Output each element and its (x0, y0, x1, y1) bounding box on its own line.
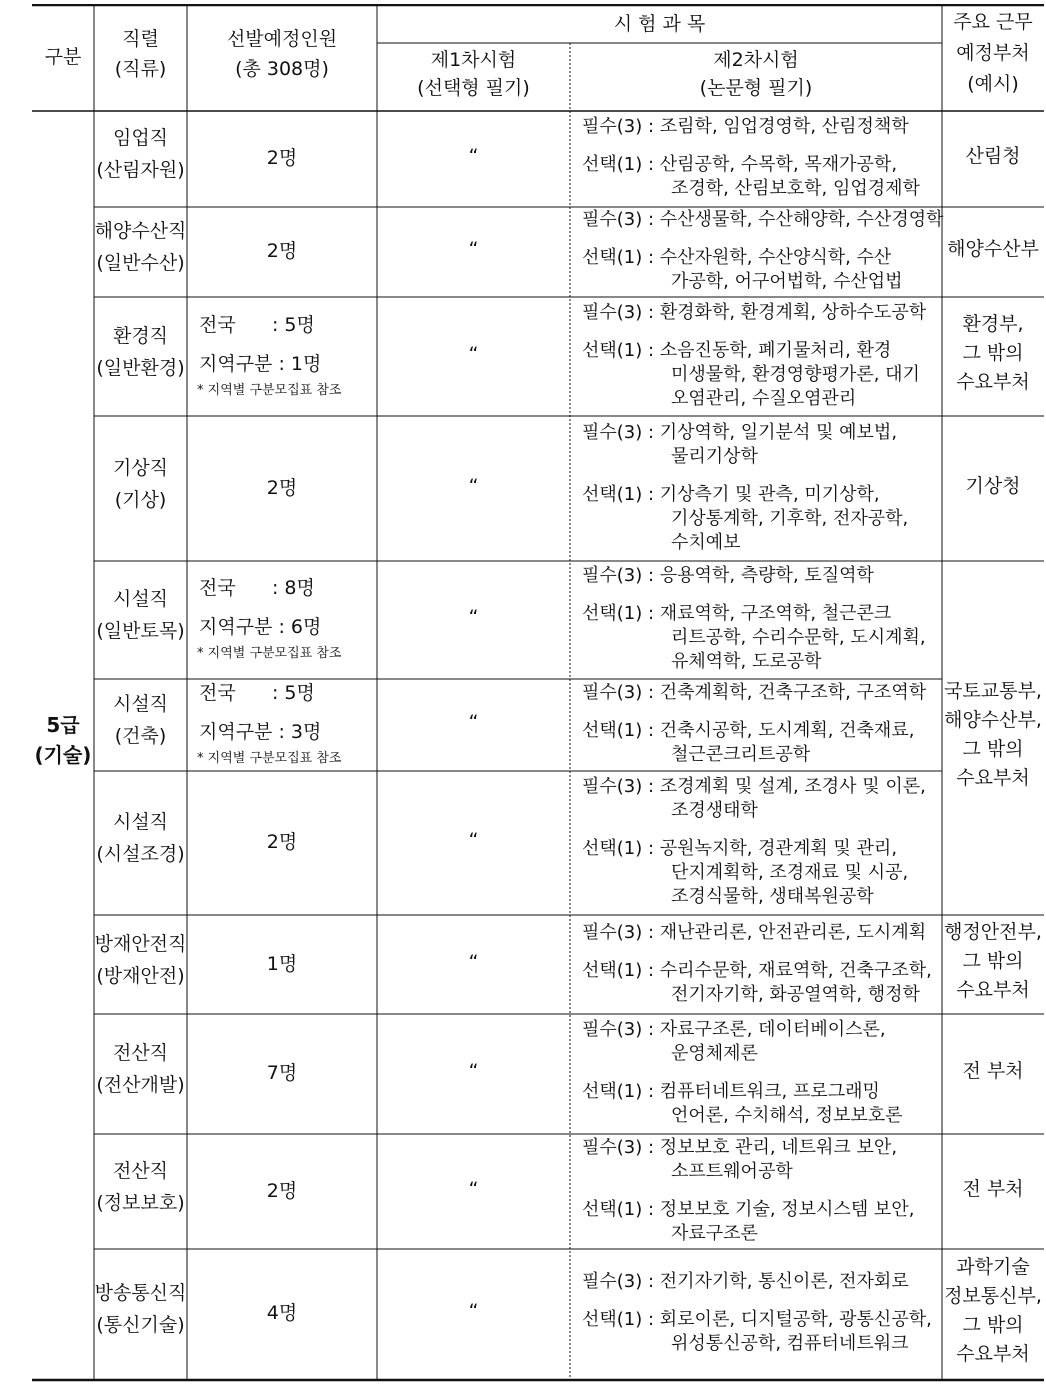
job-name: 기상직 (112, 456, 169, 479)
dept-name: 수요부처 (956, 1342, 1030, 1365)
selection-count: 1명 (266, 952, 298, 975)
header-inwon: 선발예정인원 (226, 27, 338, 50)
job-name: (일반수산) (96, 252, 185, 274)
dept-name: 기상청 (965, 474, 1021, 497)
elective-subjects: 유체역학, 도로공학 (671, 651, 822, 672)
elective-subjects: 선택(1) : 공원녹지학, 경관계획 및 관리, (582, 838, 898, 859)
ditto-mark: “ (468, 711, 479, 733)
ditto-mark: “ (468, 829, 479, 851)
job-name: 해양수산직 (94, 220, 187, 242)
required-subjects: 필수(3) : 환경화학, 환경계획, 상하수도공학 (582, 301, 927, 323)
selection-count: 2명 (266, 476, 298, 499)
selection-count: 4명 (266, 1301, 298, 1324)
required-subjects: 운영체제론 (671, 1043, 758, 1064)
required-subjects: 조경생태학 (671, 800, 758, 821)
elective-subjects: 선택(1) : 컴퓨터네트워크, 프로그래밍 (582, 1081, 880, 1102)
region-note: * 지역별 구분모집표 참조 (197, 646, 342, 661)
dept-name: 수요부처 (956, 767, 1030, 789)
elective-subjects: 선택(1) : 정보보호 기술, 정보시스템 보안, (582, 1198, 915, 1220)
dept-name: 환경부, (962, 313, 1024, 335)
elective-subjects: 언어론, 수치해석, 정보보호론 (671, 1105, 903, 1126)
job-name: (산림자원) (96, 159, 185, 181)
dept-name: 그 밖의 (962, 342, 1024, 364)
header-gubun: 구분 (44, 45, 82, 68)
regional-count: 지역구분 : 3명 (199, 721, 322, 743)
dept-name: 해양수산부 (947, 238, 1039, 260)
selection-count: 2명 (266, 1179, 298, 1202)
job-name: (일반환경) (96, 356, 185, 379)
required-subjects: 필수(3) : 응용역학, 측량학, 토질역학 (582, 565, 874, 586)
elective-subjects: 위성통신공학, 컴퓨터네트워크 (671, 1332, 909, 1354)
ditto-mark: “ (468, 1299, 479, 1322)
dept-name: 전 부처 (962, 1177, 1024, 1200)
regional-count: 지역구분 : 1명 (199, 352, 322, 375)
header-dept: 예정부처 (956, 42, 1030, 64)
job-name: (건축) (114, 725, 167, 747)
header-subjects: 시 험 과 목 (613, 12, 706, 35)
dept-name: 과학기술 (956, 1255, 1030, 1278)
elective-subjects: 선택(1) : 기상측기 및 관측, 미기상학, (582, 483, 880, 505)
job-name: 시설직 (112, 811, 169, 833)
elective-subjects: 선택(1) : 소음진동학, 폐기물처리, 환경 (582, 339, 892, 361)
selection-count: 2명 (266, 240, 298, 262)
dept-name: 그 밖의 (962, 950, 1024, 972)
header-first-exam: (선택형 필기) (417, 77, 530, 99)
dept-name: 전 부처 (962, 1060, 1024, 1082)
job-name: (시설조경) (96, 843, 185, 865)
exam-subject-table (32, 4, 1044, 1382)
job-name: (일반토목) (96, 620, 185, 642)
elective-subjects: 오염관리, 수질오염관리 (671, 387, 857, 409)
job-name: (전산개발) (96, 1074, 185, 1096)
ditto-mark: “ (468, 950, 479, 973)
required-subjects: 필수(3) : 재난관리론, 안전관리론, 도시계획 (582, 921, 927, 943)
region-note: * 지역별 구분모집표 참조 (197, 751, 342, 766)
header-second-exam: 제2차시험 (713, 49, 799, 71)
elective-subjects: 리트공학, 수리수문학, 도시계획, (671, 627, 926, 648)
header-second-exam: (논문형 필기) (699, 77, 813, 99)
elective-subjects: 선택(1) : 회로이론, 디지털공학, 광통신공학, (582, 1308, 932, 1330)
required-subjects: 필수(3) : 건축계획학, 건축구조학, 구조역학 (582, 682, 927, 703)
ditto-mark: “ (468, 474, 479, 497)
national-count: 전국 : 8명 (199, 577, 315, 599)
region-note: * 지역별 구분모집표 참조 (197, 382, 342, 398)
elective-subjects: 철근콘크리트공학 (671, 744, 811, 765)
ditto-mark: “ (468, 606, 479, 628)
elective-subjects: 전기자기학, 화공열역학, 행정학 (671, 983, 920, 1005)
dept-name: 산림청 (965, 145, 1021, 167)
elective-subjects: 미생물학, 환경영향평가론, 대기 (671, 363, 920, 385)
elective-subjects: 기상통계학, 기후학, 전자공학, (671, 507, 909, 529)
job-name: (기상) (114, 488, 167, 511)
required-subjects: 물리기상학 (671, 445, 758, 467)
national-count: 전국 : 5명 (199, 682, 315, 704)
elective-subjects: 선택(1) : 건축시공학, 도시계획, 건축재료, (582, 720, 915, 741)
header-jikryeol: (직류) (114, 57, 167, 80)
dept-name: 행정안전부, (944, 921, 1042, 943)
elective-subjects: 조경학, 산림보호학, 임업경제학 (671, 178, 920, 199)
ditto-mark: “ (468, 1060, 479, 1082)
ditto-mark: “ (468, 145, 479, 167)
header-first-exam: 제1차시험 (430, 49, 517, 71)
job-name: (방재안전) (96, 964, 185, 987)
required-subjects: 필수(3) : 자료구조론, 데이터베이스론, (582, 1019, 886, 1040)
job-name: 시설직 (112, 588, 169, 610)
job-name: 시설직 (112, 693, 169, 715)
selection-count: 7명 (266, 1062, 298, 1084)
elective-subjects: 단지계획학, 조경재료 및 시공, (671, 862, 909, 883)
ditto-mark: “ (468, 1177, 479, 1200)
dept-name: 그 밖의 (962, 1313, 1024, 1336)
ditto-mark: “ (468, 342, 479, 365)
required-subjects: 필수(3) : 조경계획 및 설계, 조경사 및 이론, (582, 776, 926, 797)
required-subjects: 필수(3) : 기상역학, 일기분석 및 예보법, (582, 421, 898, 443)
dept-name: 해양수산부, (944, 709, 1042, 731)
elective-subjects: 자료구조론 (671, 1222, 758, 1244)
required-subjects: 필수(3) : 정보보호 관리, 네트워크 보안, (582, 1136, 898, 1158)
required-subjects: 필수(3) : 조림학, 임업경영학, 산림정책학 (582, 116, 909, 137)
dept-name: 수요부처 (956, 371, 1030, 393)
job-name: 방송통신직 (94, 1281, 187, 1304)
elective-subjects: 가공학, 어구어법학, 수산업법 (671, 271, 903, 292)
dept-name: 국토교통부, (944, 680, 1042, 702)
job-name: (정보보호) (96, 1191, 185, 1214)
dept-name: 그 밖의 (962, 738, 1024, 760)
grade-label: 5급 (46, 713, 80, 737)
header-jikryeol: 직렬 (122, 27, 159, 50)
grade-label: (기술) (34, 743, 92, 767)
national-count: 전국 : 5명 (199, 313, 315, 336)
job-name: 전산직 (112, 1042, 169, 1064)
job-name: 환경직 (112, 324, 169, 347)
elective-subjects: 선택(1) : 재료역학, 구조역학, 철근콘크 (582, 603, 892, 624)
job-name: 임업직 (112, 127, 169, 149)
regional-count: 지역구분 : 6명 (199, 616, 322, 638)
elective-subjects: 조경식물학, 생태복원공학 (671, 886, 874, 907)
elective-subjects: 선택(1) : 수산자원학, 수산양식학, 수산 (582, 247, 892, 268)
required-subjects: 필수(3) : 전기자기학, 통신이론, 전자회로 (582, 1270, 909, 1292)
required-subjects: 필수(3) : 수산생물학, 수산해양학, 수산경영학 (582, 209, 944, 230)
header-inwon: (총 308명) (235, 57, 329, 80)
elective-subjects: 수치예보 (671, 531, 741, 553)
elective-subjects: 선택(1) : 산림공학, 수목학, 목재가공학, (582, 154, 898, 175)
dept-name: 수요부처 (956, 979, 1030, 1001)
required-subjects: 소프트웨어공학 (671, 1160, 793, 1182)
job-name: (통신기술) (96, 1313, 185, 1336)
header-dept: (예시) (967, 73, 1019, 95)
selection-count: 2명 (266, 147, 298, 169)
dept-name: 정보통신부, (944, 1284, 1042, 1307)
header-dept: 주요 근무 (953, 11, 1033, 33)
selection-count: 2명 (266, 831, 298, 853)
job-name: 방재안전직 (94, 932, 187, 955)
elective-subjects: 선택(1) : 수리수문학, 재료역학, 건축구조학, (582, 959, 932, 981)
ditto-mark: “ (468, 238, 479, 260)
job-name: 전산직 (112, 1159, 169, 1182)
